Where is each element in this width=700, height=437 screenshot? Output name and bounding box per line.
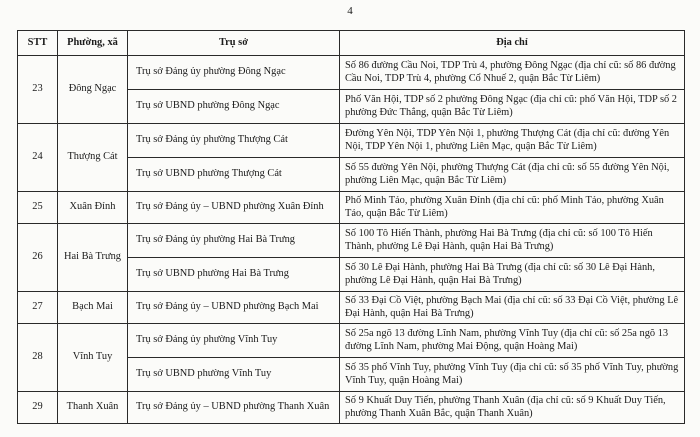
table-row: [18, 224, 685, 258]
row-stt: 29: [18, 392, 58, 424]
header-ward: Phường, xã: [58, 31, 128, 56]
row-address: Số 30 Lê Đại Hành, phường Hai Bà Trưng (địa chỉ cũ: số 30 Lê Đại Hành, phường Lê Đại Hành, quận Hai Bà Trưng): [340, 258, 685, 292]
table-header-row: [18, 31, 685, 56]
row-office: Trụ sở UBND phường Vĩnh Tuy: [128, 358, 340, 392]
row-ward: Đông Ngạc: [58, 56, 128, 124]
row-office: Trụ sở Đảng ủy phường Hai Bà Trưng: [128, 224, 340, 258]
header-address: Địa chỉ: [340, 31, 685, 56]
row-stt: 23: [18, 56, 58, 124]
page-number: 4: [347, 5, 353, 17]
row-office: Trụ sở Đảng ủy phường Đông Ngạc: [128, 56, 340, 90]
row-ward: Vĩnh Tuy: [58, 324, 128, 392]
row-office: Trụ sở UBND phường Hai Bà Trưng: [128, 258, 340, 292]
row-office: Trụ sở Đảng ủy phường Thượng Cát: [128, 124, 340, 158]
row-stt: 24: [18, 124, 58, 192]
row-ward: Bạch Mai: [58, 292, 128, 324]
row-stt: 25: [18, 192, 58, 224]
row-office: Trụ sở Đảng ủy – UBND phường Xuân Đỉnh: [128, 192, 340, 224]
ward-office-table: [17, 30, 685, 424]
row-ward: Hai Bà Trưng: [58, 224, 128, 292]
table-row: [18, 392, 685, 424]
table-row: [18, 56, 685, 90]
row-stt: 27: [18, 292, 58, 324]
row-ward: Xuân Đỉnh: [58, 192, 128, 224]
header-office: Trụ sở: [128, 31, 340, 56]
row-ward: Thượng Cát: [58, 124, 128, 192]
table-row: [18, 292, 685, 324]
row-office: Trụ sở Đảng ủy – UBND phường Thanh Xuân: [128, 392, 340, 424]
row-office: Trụ sở Đảng ủy – UBND phường Bạch Mai: [128, 292, 340, 324]
row-address: Phố Minh Tảo, phường Xuân Đỉnh (địa chỉ cũ: phố Minh Tảo, phường Xuân Tảo, quận Bắc Từ Liêm): [340, 192, 685, 224]
row-office: Trụ sở Đảng ủy phường Vĩnh Tuy: [128, 324, 340, 358]
row-ward: Thanh Xuân: [58, 392, 128, 424]
row-address: Số 33 Đại Cồ Việt, phường Bạch Mai (địa chỉ cũ: số 33 Đại Cồ Việt, phường Lê Đại Hành, quận Hai Bà Trưng): [340, 292, 685, 324]
table-row: [18, 324, 685, 358]
table-row: [18, 124, 685, 158]
row-stt: 26: [18, 224, 58, 292]
row-address: Số 9 Khuất Duy Tiến, phường Thanh Xuân (địa chỉ cũ: số 9 Khuất Duy Tiến, phường Thanh Xuân Bắc, quận Thanh Xuân): [340, 392, 685, 424]
row-address: Phố Văn Hội, TDP số 2 phường Đông Ngạc (địa chỉ cũ: phố Văn Hội, TDP số 2 phường Đức Thắng, quận Bắc Từ Liêm): [340, 90, 685, 124]
row-office: Trụ sở UBND phường Thượng Cát: [128, 158, 340, 192]
row-address: Số 35 phố Vĩnh Tuy, phường Vĩnh Tuy (địa chỉ cũ: số 35 phố Vĩnh Tuy, phường Vĩnh Tuy, quận Hoàng Mai): [340, 358, 685, 392]
row-address: Số 25a ngõ 13 đường Lĩnh Nam, phường Vĩnh Tuy (địa chỉ cũ: số 25a ngõ 13 đường Lĩnh Nam, phường Mai Động, quận Hoàng Mai): [340, 324, 685, 358]
table-row: [18, 192, 685, 224]
row-address: Số 55 đường Yên Nội, phường Thượng Cát (địa chỉ cũ: số 55 đường Yên Nội, phường Liên Mạc, quận Bắc Từ Liêm): [340, 158, 685, 192]
row-stt: 28: [18, 324, 58, 392]
row-office: Trụ sở UBND phường Đông Ngạc: [128, 90, 340, 124]
row-address: Số 100 Tô Hiến Thành, phường Hai Bà Trưng (địa chỉ cũ: số 100 Tô Hiến Thành, phường Lê Đại Hành, quận Hai Bà Trưng): [340, 224, 685, 258]
row-address: Số 86 đường Cầu Noi, TDP Trù 4, phường Đông Ngạc (địa chỉ cũ: số 86 đường Cầu Noi, TDP Trù 4, phường Cổ Nhuế 2, quận Bắc Từ Liêm): [340, 56, 685, 90]
header-stt: STT: [18, 31, 58, 56]
row-address: Đường Yên Nội, TDP Yên Nội 1, phường Thượng Cát (địa chỉ cũ: đường Yên Nội, TDP Yên Nội 1, phường Liên Mạc, quận Bắc Từ Liêm): [340, 124, 685, 158]
